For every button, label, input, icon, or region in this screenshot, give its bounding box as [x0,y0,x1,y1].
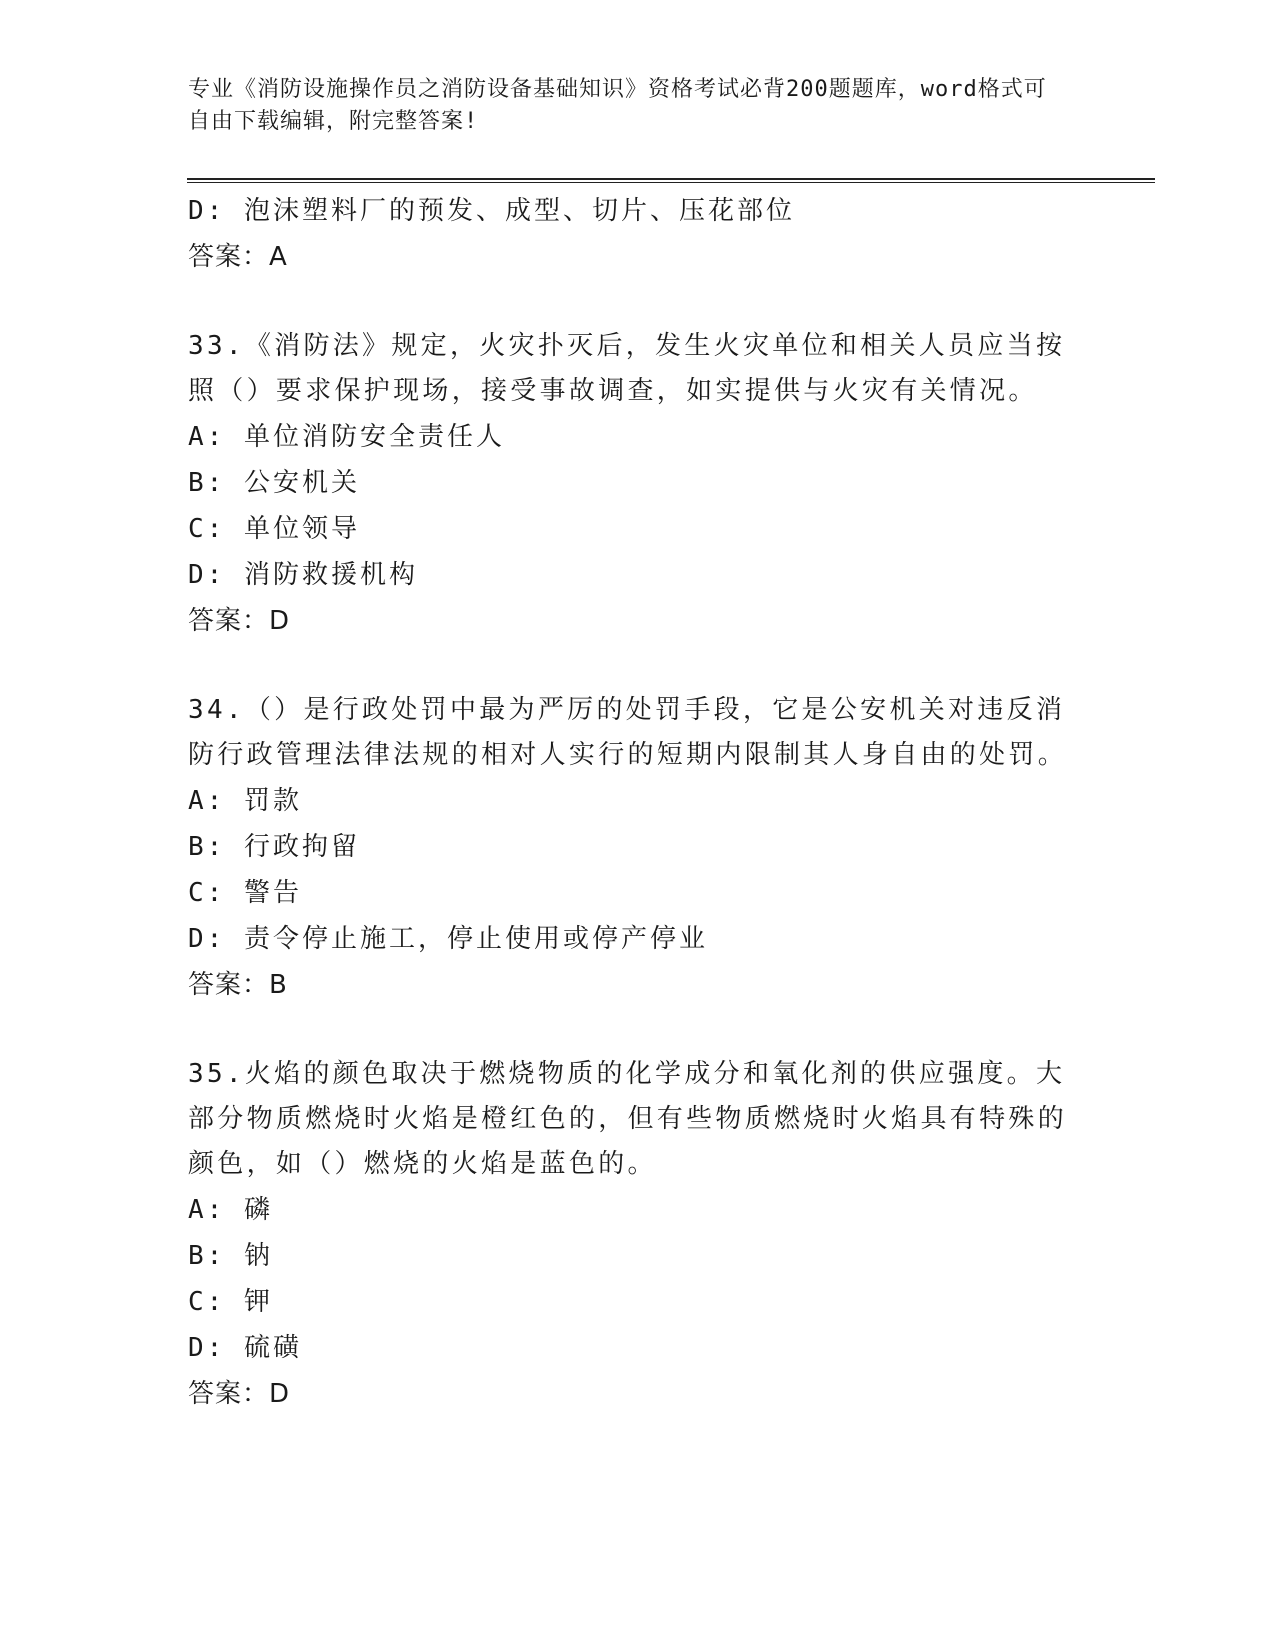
option-d: D: 泡沫塑料厂的预发、成型、切片、压花部位 [188,196,795,226]
option-a: A: 单位消防安全责任人 [188,422,505,452]
option-d: D: 责令停止施工，停止使用或停产停业 [188,924,708,954]
document-header: 专业《消防设施操作员之消防设备基础知识》资格考试必背200题题库，word格式可自由下载编辑，附完整答案! [188,77,1047,134]
question-stem: 35.火焰的颜色取决于燃烧物质的化学成分和氧化剂的供应强度。大部分物质燃烧时火焰是橙红色的，但有些物质燃烧时火焰具有特殊的颜色，如（）燃烧的火焰是蓝色的。 [188,1059,1068,1179]
answer-line: 答案：A [188,242,288,272]
option-b: B: 行政拘留 [188,832,360,862]
option-c: C: 警告 [188,878,302,908]
question-34 [188,688,1088,1008]
header-divider [187,178,1155,183]
document-body [188,188,1088,1417]
option-c: C: 钾 [188,1287,273,1317]
option-d: D: 消防救援机构 [188,560,418,590]
option-d: D: 硫磺 [188,1333,302,1363]
question-stem: 33.《消防法》规定，火灾扑灭后，发生火灾单位和相关人员应当按照（）要求保护现场，接受事故调查，如实提供与火灾有关情况。 [188,331,1066,406]
answer-line: 答案：D [188,1379,291,1409]
option-a: A: 磷 [188,1195,273,1225]
option-c: C: 单位领导 [188,514,360,544]
question-35 [188,1052,1088,1417]
answer-line: 答案：B [188,970,288,1000]
question-33 [188,324,1088,644]
option-b: B: 公安机关 [188,468,360,498]
question-stem: 34.（）是行政处罚中最为严厉的处罚手段，它是公安机关对违反消防行政管理法律法规的相对人实行的短期内限制其人身自由的处罚。 [188,695,1068,770]
option-b: B: 钠 [188,1241,273,1271]
answer-line: 答案：D [188,606,291,636]
option-a: A: 罚款 [188,786,302,816]
